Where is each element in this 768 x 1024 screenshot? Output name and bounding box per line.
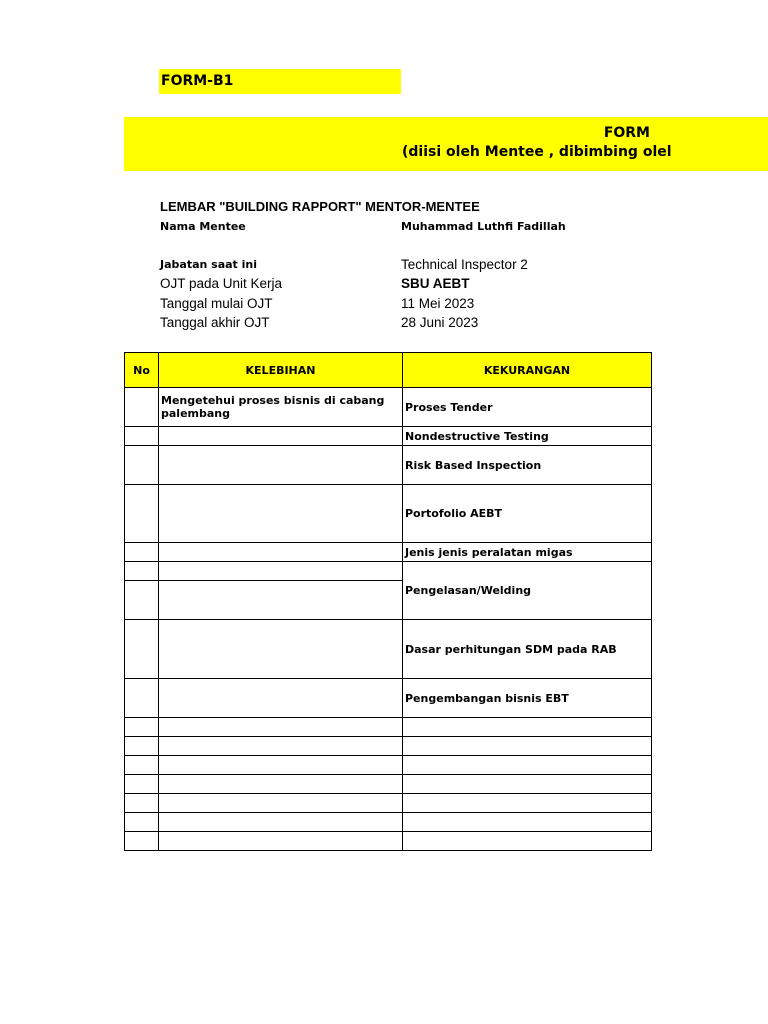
cell-kekurangan: Dasar perhitungan SDM pada RAB	[403, 620, 652, 679]
cell-kekurangan: Pengembangan bisnis EBT	[403, 679, 652, 718]
cell-kekurangan: Risk Based Inspection	[403, 446, 652, 485]
form-title-banner	[124, 117, 768, 171]
table-row	[125, 775, 652, 794]
cell-kekurangan	[403, 718, 652, 737]
table-row	[125, 446, 652, 485]
table-row	[125, 737, 652, 756]
cell-kekurangan: Proses Tender	[403, 388, 652, 427]
cell-no	[125, 485, 159, 543]
table-row	[125, 718, 652, 737]
unit-kerja-label: OJT pada Unit Kerja	[160, 276, 283, 291]
table-row	[125, 620, 652, 679]
cell-no	[125, 620, 159, 679]
cell-kelebihan	[159, 679, 403, 718]
tanggal-akhir-value: 28 Juni 2023	[401, 315, 479, 330]
cell-kelebihan	[159, 794, 403, 813]
table-row	[125, 388, 652, 427]
unit-kerja-value: SBU AEBT	[401, 276, 470, 291]
cell-no	[125, 756, 159, 775]
header-kelebihan: KELEBIHAN	[159, 353, 403, 388]
cell-no	[125, 543, 159, 562]
cell-kelebihan	[159, 775, 403, 794]
nama-mentee-value: Muhammad Luthfi Fadillah	[401, 220, 566, 233]
form-title: FORM	[603, 125, 650, 141]
cell-kelebihan	[159, 581, 403, 620]
cell-kelebihan	[159, 718, 403, 737]
cell-no	[125, 794, 159, 813]
table-row	[125, 485, 652, 543]
table-row	[125, 427, 652, 446]
jabatan-label: Jabatan saat ini	[160, 258, 258, 271]
form-subtitle: (diisi oleh Mentee , dibimbing olel	[402, 144, 672, 160]
cell-kelebihan	[159, 813, 403, 832]
cell-no	[125, 813, 159, 832]
tanggal-akhir-label: Tanggal akhir OJT	[160, 315, 270, 330]
nama-mentee-label: Nama Mentee	[160, 220, 246, 233]
form-code-label: FORM-B1	[159, 69, 401, 94]
cell-kelebihan	[159, 832, 403, 851]
table-header-row	[125, 353, 652, 388]
cell-kelebihan	[159, 485, 403, 543]
tanggal-mulai-value: 11 Mei 2023	[401, 296, 475, 311]
cell-kekurangan: Portofolio AEBT	[403, 485, 652, 543]
section-heading: LEMBAR "BUILDING RAPPORT" MENTOR-MENTEE	[160, 199, 480, 214]
header-no: No	[125, 353, 159, 388]
cell-no	[125, 446, 159, 485]
cell-kelebihan	[159, 756, 403, 775]
jabatan-value: Technical Inspector 2	[401, 257, 528, 272]
cell-kelebihan	[159, 427, 403, 446]
cell-kekurangan	[403, 737, 652, 756]
cell-kekurangan	[403, 794, 652, 813]
kelebihan-kekurangan-table	[124, 352, 652, 851]
cell-no	[125, 427, 159, 446]
header-kekurangan: KEKURANGAN	[403, 353, 652, 388]
cell-kekurangan	[403, 813, 652, 832]
cell-no	[125, 581, 159, 620]
cell-kekurangan	[403, 832, 652, 851]
cell-kelebihan	[159, 562, 403, 581]
cell-kelebihan	[159, 737, 403, 756]
cell-kelebihan	[159, 620, 403, 679]
table-row	[125, 832, 652, 851]
cell-no	[125, 832, 159, 851]
cell-kelebihan	[159, 446, 403, 485]
cell-kekurangan: Pengelasan/Welding	[403, 562, 652, 620]
table-row	[125, 794, 652, 813]
cell-kekurangan	[403, 775, 652, 794]
cell-no	[125, 679, 159, 718]
cell-no	[125, 775, 159, 794]
cell-kelebihan: Mengetehui proses bisnis di cabang palembang	[159, 388, 403, 427]
table-row	[125, 756, 652, 775]
cell-no	[125, 718, 159, 737]
cell-no	[125, 562, 159, 581]
cell-no	[125, 737, 159, 756]
cell-kekurangan: Jenis jenis peralatan migas	[403, 543, 652, 562]
table-row	[125, 543, 652, 562]
table-row	[125, 679, 652, 718]
table-row	[125, 562, 652, 581]
cell-no	[125, 388, 159, 427]
tanggal-mulai-label: Tanggal mulai OJT	[160, 296, 273, 311]
cell-kekurangan: Nondestructive Testing	[403, 427, 652, 446]
cell-kelebihan	[159, 543, 403, 562]
cell-kekurangan	[403, 756, 652, 775]
table-row	[125, 813, 652, 832]
